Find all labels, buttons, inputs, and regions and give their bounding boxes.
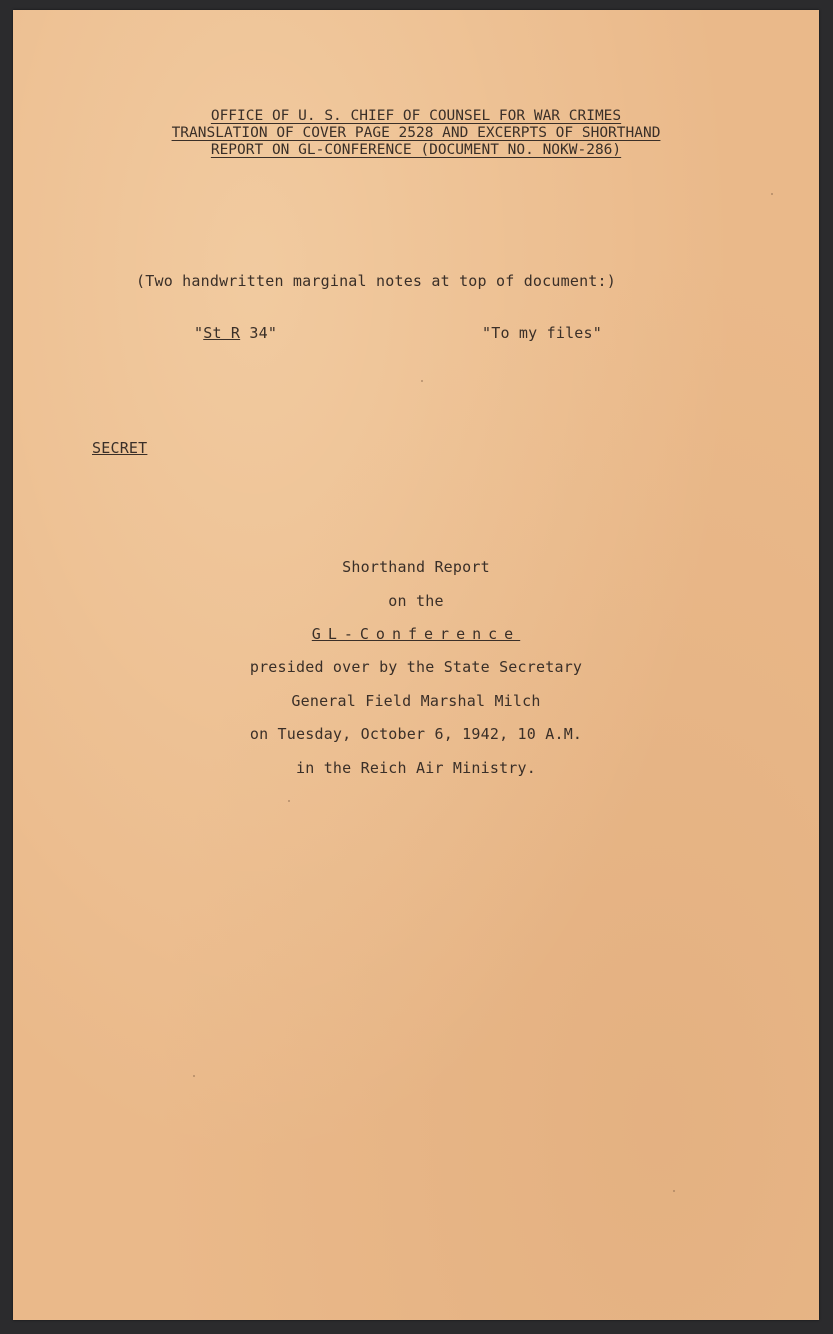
heading-line-2: TRANSLATION OF COVER PAGE 2528 AND EXCERPTS OF SHORTHAND xyxy=(171,125,661,141)
classification-label xyxy=(92,441,147,456)
note-left-underlined: St R xyxy=(203,324,241,342)
title-line-2: on the xyxy=(388,592,444,610)
title-line-7: in the Reich Air Ministry. xyxy=(296,759,536,777)
paper-speck xyxy=(673,1190,675,1192)
classification-text: SECRET xyxy=(92,439,148,457)
note-left-rest: 34" xyxy=(240,324,278,342)
paper-speck xyxy=(771,193,773,195)
title-line-3 xyxy=(13,627,819,642)
conference-name: GL-Conference xyxy=(311,625,521,643)
document-heading xyxy=(13,108,819,159)
title-line-1: Shorthand Report xyxy=(342,558,490,576)
heading-line-3: REPORT ON GL-CONFERENCE (DOCUMENT NO. NOKW-286) xyxy=(210,142,622,158)
marginal-note-left xyxy=(194,326,277,341)
title-line-5: General Field Marshal Milch xyxy=(291,692,541,710)
paper-speck xyxy=(288,800,290,802)
title-line-6: on Tuesday, October 6, 1942, 10 A.M. xyxy=(249,725,583,743)
paper-speck xyxy=(193,1075,195,1077)
heading-line-1: OFFICE OF U. S. CHIEF OF COUNSEL FOR WAR CRIMES xyxy=(210,108,622,124)
title-line-4: presided over by the State Secretary xyxy=(249,658,583,676)
marginal-note-right: "To my files" xyxy=(482,324,602,342)
document-page xyxy=(13,10,819,1320)
marginal-notes-intro: (Two handwritten marginal notes at top of document:) xyxy=(136,272,616,290)
paper-speck xyxy=(421,380,423,382)
note-left-open: " xyxy=(194,324,204,342)
